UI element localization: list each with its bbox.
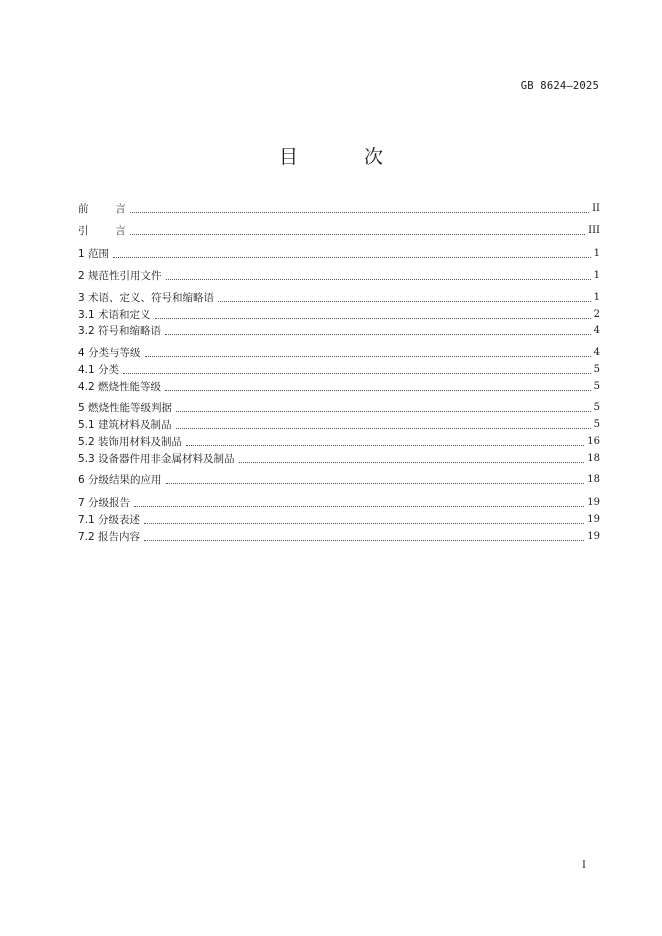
toc-entry-page: 18 (587, 474, 600, 485)
toc-entry-label: 引 言 (78, 225, 126, 237)
page-title: 目 次 (278, 146, 414, 168)
toc-leader-dots (144, 540, 584, 541)
toc-entry-label: 4 分类与等级 (78, 347, 141, 359)
toc-entry-5-2[interactable] (78, 435, 600, 449)
footer-page-number: I (582, 860, 586, 871)
toc-entry-7-2[interactable] (78, 530, 600, 544)
toc-entry-label: 7.1 分级表述 (78, 514, 141, 526)
toc-entry-page: III (588, 225, 600, 236)
toc-leader-dots (113, 257, 591, 258)
standard-code: GB 8624—2025 (520, 80, 599, 92)
toc-leader-dots (145, 356, 591, 357)
toc-entry-3-2[interactable] (78, 324, 600, 338)
toc-entry-label: 7.2 报告内容 (78, 531, 141, 543)
toc-entry-7-1[interactable] (78, 513, 600, 527)
toc-entry-7[interactable] (78, 496, 600, 510)
toc-entry-3-1[interactable] (78, 308, 600, 322)
toc-leader-dots (186, 445, 584, 446)
toc-entry-3[interactable] (78, 291, 600, 305)
toc-entry-label: 4.2 燃烧性能等级 (78, 381, 162, 393)
toc-leader-dots (165, 334, 591, 335)
toc-entry-4[interactable] (78, 346, 600, 360)
toc-entry-label: 2 规范性引用文件 (78, 270, 162, 282)
toc-leader-dots (155, 318, 591, 319)
toc-entry-page: 16 (587, 436, 600, 447)
toc-entry-page: 2 (593, 309, 600, 320)
toc-entry-5-3[interactable] (78, 452, 600, 466)
toc-entry-foreword[interactable] (78, 202, 600, 216)
toc-entry-page: 5 (593, 419, 600, 430)
toc-entry-5[interactable] (78, 401, 600, 415)
toc-entry-label: 5.2 装饰用材料及制品 (78, 436, 183, 448)
toc-entry-page: 19 (587, 497, 600, 508)
toc-entry-page: 19 (587, 531, 600, 542)
toc-leader-dots (130, 212, 589, 213)
toc-entry-label: 前 言 (78, 203, 126, 215)
toc-entry-label: 5.1 建筑材料及制品 (78, 419, 172, 431)
toc-entry-label: 5 燃烧性能等级判据 (78, 402, 173, 414)
toc-leader-dots (144, 523, 584, 524)
toc-leader-dots (165, 390, 591, 391)
toc-entry-page: 19 (587, 514, 600, 525)
toc-entry-label: 6 分级结果的应用 (78, 474, 162, 486)
toc-entry-page: 5 (593, 381, 600, 392)
toc-leader-dots (130, 234, 585, 235)
toc-entry-page: 1 (593, 270, 600, 281)
toc-leader-dots (134, 506, 584, 507)
toc-entry-page: 1 (593, 292, 600, 303)
toc-entry-page: 5 (593, 402, 600, 413)
toc-entry-page: II (592, 203, 600, 214)
toc-entry-page: 4 (593, 325, 600, 336)
toc-entry-page: 18 (587, 453, 600, 464)
toc-entry-4-2[interactable] (78, 380, 600, 394)
toc-leader-dots (176, 428, 591, 429)
toc-entry-label: 4.1 分类 (78, 364, 120, 376)
toc-leader-dots (239, 462, 585, 463)
toc-entry-page: 5 (593, 364, 600, 375)
toc-leader-dots (123, 373, 591, 374)
toc-entry-6[interactable] (78, 473, 600, 487)
toc-leader-dots (218, 301, 591, 302)
toc-entry-label: 3.2 符号和缩略语 (78, 325, 162, 337)
toc-entry-page: 1 (593, 248, 600, 259)
toc-entry-1[interactable] (78, 247, 600, 261)
toc-entry-label: 3 术语、定义、符号和缩略语 (78, 292, 215, 304)
toc-entry-label: 7 分级报告 (78, 497, 131, 509)
toc-leader-dots (166, 483, 585, 484)
toc-entry-2[interactable] (78, 269, 600, 283)
toc-leader-dots (176, 411, 591, 412)
toc-entry-introduction[interactable] (78, 224, 600, 238)
toc-entry-label: 1 范围 (78, 248, 110, 260)
toc-entry-5-1[interactable] (78, 418, 600, 432)
toc-entry-4-1[interactable] (78, 363, 600, 377)
toc-entry-page: 4 (593, 347, 600, 358)
toc-entry-label: 3.1 术语和定义 (78, 309, 151, 321)
toc-entry-label: 5.3 设备器件用非金属材料及制品 (78, 453, 235, 465)
toc-leader-dots (166, 279, 591, 280)
